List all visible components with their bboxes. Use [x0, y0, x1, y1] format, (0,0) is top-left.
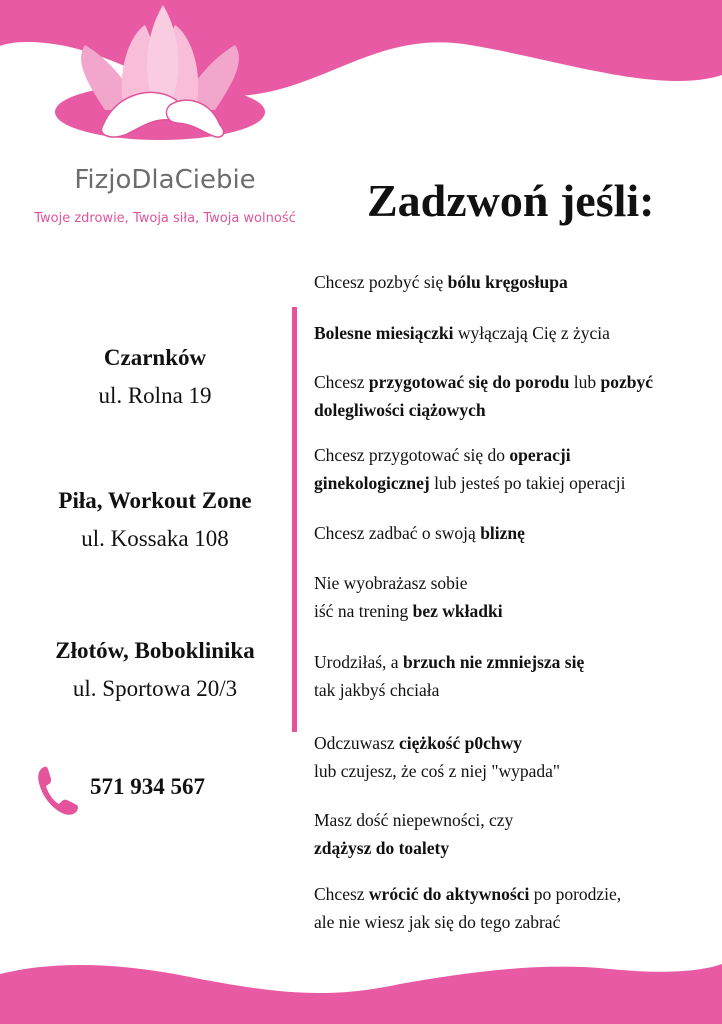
- reason-emphasis: zdążysz do toalety: [314, 838, 450, 858]
- reason-item: [314, 806, 513, 862]
- reason-text: Chcesz: [314, 372, 369, 392]
- location-city: Czarnków: [103, 345, 207, 370]
- location-zlotow: [0, 636, 310, 704]
- reason-emphasis: bez wkładki: [412, 601, 503, 621]
- reason-emphasis: ciężkość p0chwy: [399, 733, 523, 753]
- reason-emphasis: Bolesne miesiączki: [314, 323, 454, 343]
- reason-item: [314, 648, 584, 704]
- reason-item: [314, 519, 525, 547]
- reason-emphasis: operacji: [509, 445, 571, 465]
- reason-text: iść na trening: [314, 601, 413, 621]
- location-street: ul. Rolna 19: [98, 383, 212, 408]
- brand-tagline: Twoje zdrowie, Twoja siła, Twoja wolność: [34, 211, 296, 226]
- location-pila: [0, 486, 310, 554]
- reason-text: ale nie wiesz jak się do tego zabrać: [314, 912, 561, 932]
- reason-emphasis: wrócić do aktywności: [368, 884, 530, 904]
- reason-item: [314, 569, 503, 625]
- reason-text: Urodziłaś, a: [314, 652, 403, 672]
- phone-number[interactable]: 571 934 567: [90, 774, 205, 799]
- reason-emphasis: ginekologicznej: [314, 473, 430, 493]
- reason-text: Chcesz: [314, 884, 369, 904]
- vertical-divider: [292, 307, 297, 732]
- reason-item: [314, 441, 626, 497]
- reason-emphasis: przygotować się do porodu: [368, 372, 570, 392]
- reason-text: Chcesz pozbyć się: [314, 272, 448, 292]
- page-title: Zadzwoń jeśli:: [367, 175, 655, 226]
- reason-item: [314, 729, 560, 785]
- reason-text: Odczuwasz: [314, 733, 400, 753]
- reason-text: Nie wyobrażasz sobie: [314, 573, 468, 593]
- reason-text: po porodzie,: [529, 884, 622, 904]
- reason-item: [314, 880, 621, 936]
- reason-emphasis: bliznę: [480, 523, 525, 543]
- location-street: ul. Kossaka 108: [81, 526, 229, 551]
- reason-item: [314, 319, 610, 347]
- bottom-wave-decoration: [0, 954, 722, 1024]
- reason-item: [314, 268, 568, 296]
- reason-text: tak jakbyś chciała: [314, 680, 440, 700]
- reason-text: Masz dość niepewności, czy: [314, 810, 514, 830]
- reason-emphasis: bólu kręgosłupa: [447, 272, 568, 292]
- reason-text: lub: [569, 372, 601, 392]
- reason-item: [314, 368, 653, 424]
- location-street: ul. Sportowa 20/3: [72, 676, 238, 701]
- reason-text: Chcesz zadbać o swoją: [314, 523, 481, 543]
- reason-emphasis: brzuch nie zmniejsza się: [402, 652, 585, 672]
- location-city: Piła, Workout Zone: [58, 488, 252, 513]
- reason-text: lub jesteś po takiej operacji: [429, 473, 626, 493]
- phone-icon: [36, 763, 80, 817]
- reason-text: Chcesz przygotować się do: [314, 445, 510, 465]
- reason-text: wyłączają Cię z życia: [453, 323, 610, 343]
- location-city: Złotów, Boboklinika: [55, 638, 255, 663]
- brand-name: FizjoDlaCiebie: [74, 165, 256, 195]
- reason-text: lub czujesz, że coś z niej "wypada": [314, 761, 561, 781]
- location-czarnkow: [0, 343, 310, 411]
- reason-emphasis: dolegliwości ciążowych: [314, 400, 486, 420]
- reason-emphasis: pozbyć: [600, 372, 653, 392]
- lotus-hug-icon: [45, 0, 285, 150]
